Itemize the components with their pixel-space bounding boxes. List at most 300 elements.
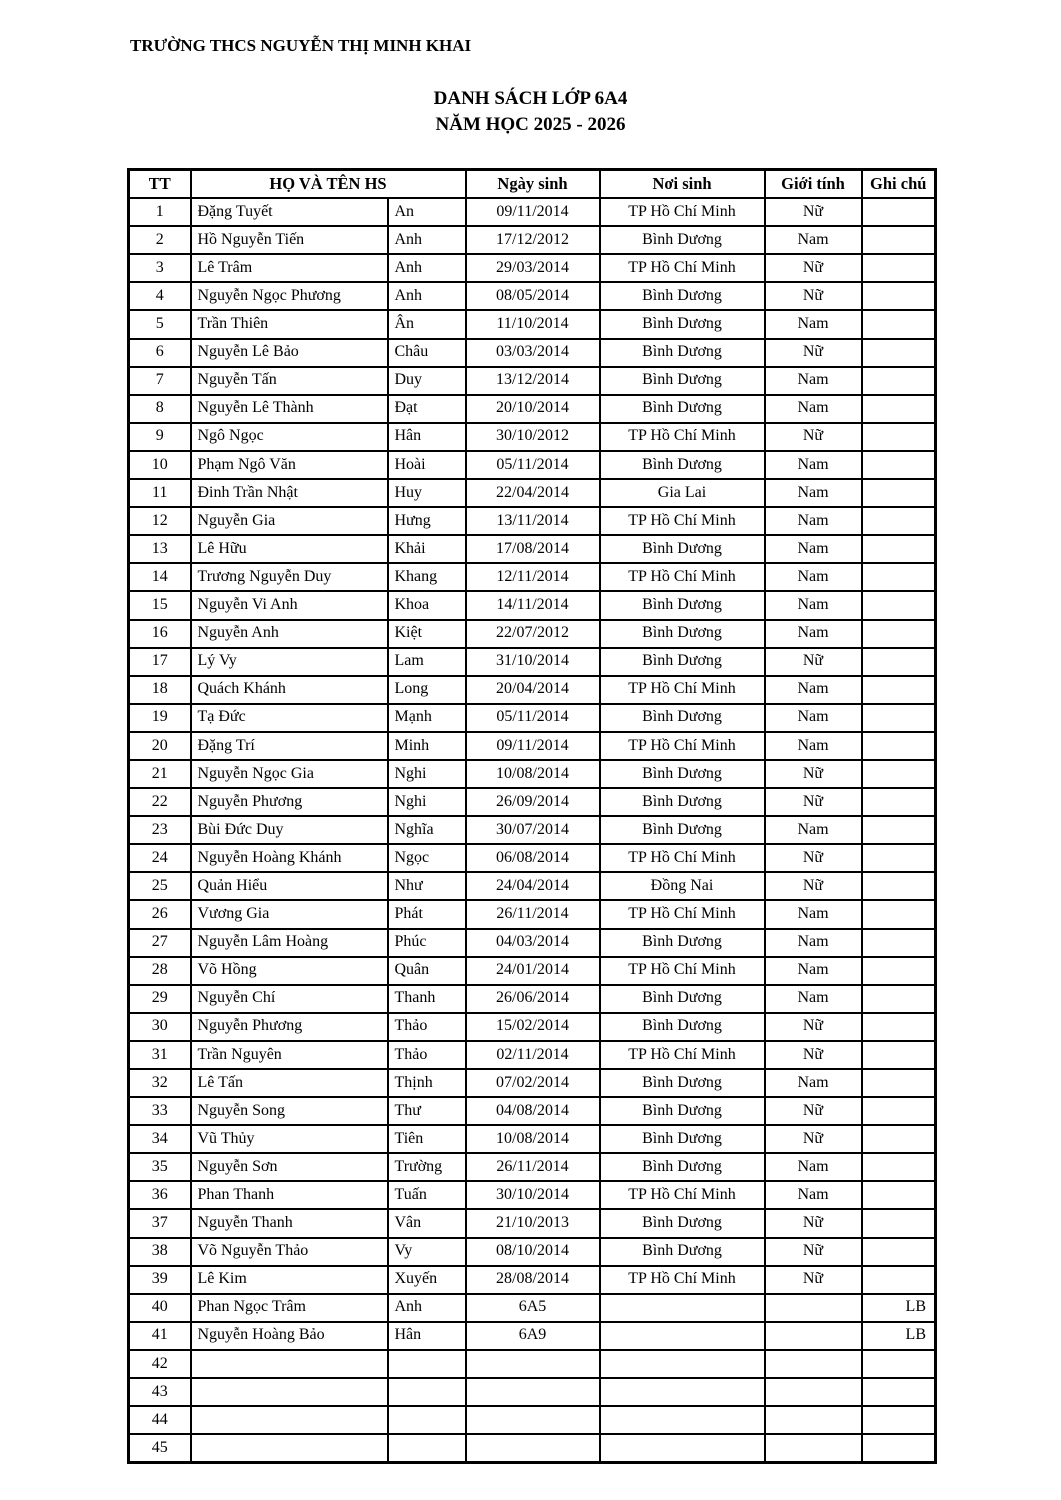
birth-place: TP Hồ Chí Minh bbox=[600, 844, 765, 872]
gender: Nam bbox=[765, 367, 862, 395]
gender: Nữ bbox=[765, 1013, 862, 1041]
gender: Nam bbox=[765, 704, 862, 732]
note bbox=[862, 1097, 936, 1125]
row-number: 20 bbox=[129, 732, 191, 760]
table-row bbox=[129, 591, 936, 619]
note bbox=[862, 1181, 936, 1209]
gender: Nam bbox=[765, 535, 862, 563]
note bbox=[862, 788, 936, 816]
gender: Nam bbox=[765, 929, 862, 957]
note bbox=[862, 1434, 936, 1463]
row-number: 21 bbox=[129, 760, 191, 788]
birth-date: 13/12/2014 bbox=[466, 367, 600, 395]
birth-place: TP Hồ Chí Minh bbox=[600, 507, 765, 535]
note bbox=[862, 1125, 936, 1153]
gender bbox=[765, 1322, 862, 1350]
note: LB bbox=[862, 1322, 936, 1350]
student-given-name: Vân bbox=[388, 1209, 466, 1237]
student-roster-table bbox=[127, 168, 937, 1464]
birth-place: TP Hồ Chí Minh bbox=[600, 957, 765, 985]
student-surname: Phạm Ngô Văn bbox=[191, 451, 388, 479]
table-row bbox=[129, 1238, 936, 1266]
table-row bbox=[129, 507, 936, 535]
student-given-name: Đạt bbox=[388, 395, 466, 423]
table-row bbox=[129, 339, 936, 367]
gender: Nữ bbox=[765, 282, 862, 310]
row-number: 44 bbox=[129, 1406, 191, 1434]
student-given-name: Anh bbox=[388, 226, 466, 254]
note bbox=[862, 1153, 936, 1181]
note bbox=[862, 507, 936, 535]
gender: Nam bbox=[765, 591, 862, 619]
row-number: 8 bbox=[129, 395, 191, 423]
student-surname: Nguyễn Phương bbox=[191, 1013, 388, 1041]
birth-date: 30/10/2014 bbox=[466, 1181, 600, 1209]
student-given-name: Anh bbox=[388, 282, 466, 310]
row-number: 41 bbox=[129, 1322, 191, 1350]
table-header-row bbox=[129, 170, 936, 199]
table-row bbox=[129, 1378, 936, 1406]
student-given-name: Anh bbox=[388, 1294, 466, 1322]
gender: Nam bbox=[765, 507, 862, 535]
student-surname: Quản Hiểu bbox=[191, 872, 388, 900]
birth-place: TP Hồ Chí Minh bbox=[600, 900, 765, 928]
birth-date: 22/04/2014 bbox=[466, 479, 600, 507]
student-surname: Nguyễn Anh bbox=[191, 620, 388, 648]
birth-date: 15/02/2014 bbox=[466, 1013, 600, 1041]
birth-place: Bình Dương bbox=[600, 1238, 765, 1266]
student-surname: Nguyễn Hoàng Khánh bbox=[191, 844, 388, 872]
gender: Nữ bbox=[765, 1125, 862, 1153]
birth-date: 05/11/2014 bbox=[466, 704, 600, 732]
birth-place: Bình Dương bbox=[600, 985, 765, 1013]
row-number: 34 bbox=[129, 1125, 191, 1153]
row-number: 17 bbox=[129, 648, 191, 676]
student-surname bbox=[191, 1406, 388, 1434]
student-surname: Tạ Đức bbox=[191, 704, 388, 732]
row-number: 25 bbox=[129, 872, 191, 900]
gender: Nữ bbox=[765, 1266, 862, 1294]
table-row bbox=[129, 226, 936, 254]
table-row bbox=[129, 1013, 936, 1041]
gender: Nữ bbox=[765, 648, 862, 676]
note bbox=[862, 760, 936, 788]
gender: Nam bbox=[765, 985, 862, 1013]
student-surname: Ngô Ngọc bbox=[191, 423, 388, 451]
birth-date: 31/10/2014 bbox=[466, 648, 600, 676]
birth-date: 26/09/2014 bbox=[466, 788, 600, 816]
student-surname: Bùi Đức Duy bbox=[191, 816, 388, 844]
note bbox=[862, 1378, 936, 1406]
student-given-name: Hưng bbox=[388, 507, 466, 535]
row-number: 5 bbox=[129, 310, 191, 338]
student-given-name: Mạnh bbox=[388, 704, 466, 732]
header-birth-place: Nơi sinh bbox=[600, 170, 765, 199]
gender: Nữ bbox=[765, 844, 862, 872]
birth-date: 02/11/2014 bbox=[466, 1041, 600, 1069]
table-row bbox=[129, 282, 936, 310]
student-surname: Nguyễn Thanh bbox=[191, 1209, 388, 1237]
student-given-name: Thịnh bbox=[388, 1069, 466, 1097]
table-row bbox=[129, 1181, 936, 1209]
student-given-name bbox=[388, 1378, 466, 1406]
gender: Nam bbox=[765, 900, 862, 928]
birth-place: Bình Dương bbox=[600, 1013, 765, 1041]
student-given-name: Tiên bbox=[388, 1125, 466, 1153]
student-given-name: Duy bbox=[388, 367, 466, 395]
table-row bbox=[129, 367, 936, 395]
birth-date: 24/01/2014 bbox=[466, 957, 600, 985]
note bbox=[862, 872, 936, 900]
student-given-name: An bbox=[388, 198, 466, 226]
note bbox=[862, 676, 936, 704]
birth-date: 29/03/2014 bbox=[466, 254, 600, 282]
birth-place: Bình Dương bbox=[600, 226, 765, 254]
student-given-name: Kiệt bbox=[388, 620, 466, 648]
note bbox=[862, 1406, 936, 1434]
note bbox=[862, 339, 936, 367]
student-surname: Lê Hữu bbox=[191, 535, 388, 563]
birth-date: 17/12/2012 bbox=[466, 226, 600, 254]
student-given-name: Ngọc bbox=[388, 844, 466, 872]
student-given-name: Hân bbox=[388, 423, 466, 451]
note bbox=[862, 535, 936, 563]
gender: Nữ bbox=[765, 1238, 862, 1266]
birth-place: TP Hồ Chí Minh bbox=[600, 676, 765, 704]
birth-place: TP Hồ Chí Minh bbox=[600, 254, 765, 282]
row-number: 1 bbox=[129, 198, 191, 226]
gender: Nữ bbox=[765, 788, 862, 816]
table-row bbox=[129, 788, 936, 816]
row-number: 4 bbox=[129, 282, 191, 310]
birth-place bbox=[600, 1406, 765, 1434]
table-row bbox=[129, 310, 936, 338]
student-given-name: Phát bbox=[388, 900, 466, 928]
note bbox=[862, 844, 936, 872]
student-surname: Lê Tấn bbox=[191, 1069, 388, 1097]
row-number: 40 bbox=[129, 1294, 191, 1322]
table-row bbox=[129, 900, 936, 928]
student-surname: Nguyễn Hoàng Bảo bbox=[191, 1322, 388, 1350]
row-number: 38 bbox=[129, 1238, 191, 1266]
table-row bbox=[129, 929, 936, 957]
table-row bbox=[129, 844, 936, 872]
row-number: 33 bbox=[129, 1097, 191, 1125]
birth-date: 09/11/2014 bbox=[466, 732, 600, 760]
birth-date bbox=[466, 1350, 600, 1378]
birth-date: 6A9 bbox=[466, 1322, 600, 1350]
row-number: 23 bbox=[129, 816, 191, 844]
table-row bbox=[129, 760, 936, 788]
page-subtitle: NĂM HỌC 2025 - 2026 bbox=[435, 114, 626, 135]
gender: Nam bbox=[765, 732, 862, 760]
birth-date: 05/11/2014 bbox=[466, 451, 600, 479]
gender: Nam bbox=[765, 957, 862, 985]
row-number: 3 bbox=[129, 254, 191, 282]
gender: Nam bbox=[765, 563, 862, 591]
birth-date: 6A5 bbox=[466, 1294, 600, 1322]
gender: Nữ bbox=[765, 1209, 862, 1237]
header-note: Ghi chú bbox=[862, 170, 936, 199]
school-name: TRƯỜNG THCS NGUYỄN THỊ MINH KHAI bbox=[130, 36, 472, 55]
birth-date: 26/11/2014 bbox=[466, 900, 600, 928]
student-surname: Nguyễn Lâm Hoàng bbox=[191, 929, 388, 957]
gender: Nam bbox=[765, 1153, 862, 1181]
birth-date: 24/04/2014 bbox=[466, 872, 600, 900]
birth-place bbox=[600, 1322, 765, 1350]
gender: Nam bbox=[765, 451, 862, 479]
row-number: 35 bbox=[129, 1153, 191, 1181]
row-number: 2 bbox=[129, 226, 191, 254]
row-number: 45 bbox=[129, 1434, 191, 1463]
note bbox=[862, 1266, 936, 1294]
gender: Nữ bbox=[765, 198, 862, 226]
student-given-name: Châu bbox=[388, 339, 466, 367]
note bbox=[862, 1238, 936, 1266]
birth-place: Bình Dương bbox=[600, 535, 765, 563]
birth-place: Bình Dương bbox=[600, 451, 765, 479]
table-row bbox=[129, 1266, 936, 1294]
birth-date: 20/04/2014 bbox=[466, 676, 600, 704]
birth-place: Bình Dương bbox=[600, 1097, 765, 1125]
note bbox=[862, 423, 936, 451]
gender: Nữ bbox=[765, 339, 862, 367]
student-given-name: Lam bbox=[388, 648, 466, 676]
student-surname: Nguyễn Vi Anh bbox=[191, 591, 388, 619]
birth-place: Bình Dương bbox=[600, 1125, 765, 1153]
table-row bbox=[129, 704, 936, 732]
student-surname bbox=[191, 1350, 388, 1378]
row-number: 30 bbox=[129, 1013, 191, 1041]
student-surname: Đinh Trần Nhật bbox=[191, 479, 388, 507]
gender bbox=[765, 1378, 862, 1406]
birth-place: Bình Dương bbox=[600, 367, 765, 395]
row-number: 32 bbox=[129, 1069, 191, 1097]
birth-date: 28/08/2014 bbox=[466, 1266, 600, 1294]
student-given-name: Trường bbox=[388, 1153, 466, 1181]
student-given-name bbox=[388, 1434, 466, 1463]
note bbox=[862, 310, 936, 338]
table-row bbox=[129, 423, 936, 451]
row-number: 28 bbox=[129, 957, 191, 985]
birth-place: TP Hồ Chí Minh bbox=[600, 1181, 765, 1209]
birth-place: Bình Dương bbox=[600, 788, 765, 816]
table-row bbox=[129, 1406, 936, 1434]
row-number: 29 bbox=[129, 985, 191, 1013]
birth-date: 13/11/2014 bbox=[466, 507, 600, 535]
row-number: 39 bbox=[129, 1266, 191, 1294]
student-surname: Hồ Nguyễn Tiến bbox=[191, 226, 388, 254]
note bbox=[862, 282, 936, 310]
birth-place: Bình Dương bbox=[600, 816, 765, 844]
birth-place: Bình Dương bbox=[600, 339, 765, 367]
note bbox=[862, 451, 936, 479]
birth-date: 10/08/2014 bbox=[466, 1125, 600, 1153]
birth-date: 07/02/2014 bbox=[466, 1069, 600, 1097]
gender: Nữ bbox=[765, 872, 862, 900]
table-row bbox=[129, 563, 936, 591]
note bbox=[862, 1069, 936, 1097]
note bbox=[862, 1350, 936, 1378]
note bbox=[862, 198, 936, 226]
note bbox=[862, 395, 936, 423]
student-surname: Vũ Thủy bbox=[191, 1125, 388, 1153]
note bbox=[862, 479, 936, 507]
header-birth-date: Ngày sinh bbox=[466, 170, 600, 199]
student-surname: Võ Hồng bbox=[191, 957, 388, 985]
birth-date: 22/07/2012 bbox=[466, 620, 600, 648]
birth-date: 17/08/2014 bbox=[466, 535, 600, 563]
row-number: 22 bbox=[129, 788, 191, 816]
note bbox=[862, 985, 936, 1013]
birth-date: 26/06/2014 bbox=[466, 985, 600, 1013]
table-row bbox=[129, 395, 936, 423]
student-given-name: Long bbox=[388, 676, 466, 704]
student-given-name: Nghĩa bbox=[388, 816, 466, 844]
birth-date: 26/11/2014 bbox=[466, 1153, 600, 1181]
student-given-name: Khang bbox=[388, 563, 466, 591]
row-number: 13 bbox=[129, 535, 191, 563]
student-given-name: Thanh bbox=[388, 985, 466, 1013]
birth-date: 21/10/2013 bbox=[466, 1209, 600, 1237]
row-number: 15 bbox=[129, 591, 191, 619]
student-surname: Nguyễn Lê Thành bbox=[191, 395, 388, 423]
note: LB bbox=[862, 1294, 936, 1322]
birth-place bbox=[600, 1378, 765, 1406]
note bbox=[862, 929, 936, 957]
student-surname: Nguyễn Song bbox=[191, 1097, 388, 1125]
student-surname: Đặng Trí bbox=[191, 732, 388, 760]
birth-place: TP Hồ Chí Minh bbox=[600, 1041, 765, 1069]
note bbox=[862, 816, 936, 844]
birth-place: TP Hồ Chí Minh bbox=[600, 563, 765, 591]
note bbox=[862, 620, 936, 648]
birth-date: 03/03/2014 bbox=[466, 339, 600, 367]
student-given-name: Như bbox=[388, 872, 466, 900]
student-given-name: Hoài bbox=[388, 451, 466, 479]
birth-place: Gia Lai bbox=[600, 479, 765, 507]
student-surname: Lý Vy bbox=[191, 648, 388, 676]
student-given-name: Thảo bbox=[388, 1041, 466, 1069]
birth-date: 11/10/2014 bbox=[466, 310, 600, 338]
birth-place: Bình Dương bbox=[600, 648, 765, 676]
student-surname: Nguyễn Sơn bbox=[191, 1153, 388, 1181]
birth-date: 09/11/2014 bbox=[466, 198, 600, 226]
student-given-name: Nghi bbox=[388, 760, 466, 788]
student-surname bbox=[191, 1434, 388, 1463]
row-number: 27 bbox=[129, 929, 191, 957]
birth-place bbox=[600, 1434, 765, 1463]
student-surname bbox=[191, 1378, 388, 1406]
student-given-name: Xuyến bbox=[388, 1266, 466, 1294]
row-number: 11 bbox=[129, 479, 191, 507]
table-row bbox=[129, 535, 936, 563]
birth-date: 14/11/2014 bbox=[466, 591, 600, 619]
birth-place: TP Hồ Chí Minh bbox=[600, 198, 765, 226]
birth-date: 06/08/2014 bbox=[466, 844, 600, 872]
table-row bbox=[129, 816, 936, 844]
header-tt: TT bbox=[129, 170, 191, 199]
birth-date: 10/08/2014 bbox=[466, 760, 600, 788]
table-row bbox=[129, 1294, 936, 1322]
header-student-name: HỌ VÀ TÊN HS bbox=[191, 170, 466, 199]
gender: Nam bbox=[765, 1181, 862, 1209]
student-given-name: Huy bbox=[388, 479, 466, 507]
birth-place: TP Hồ Chí Minh bbox=[600, 423, 765, 451]
row-number: 10 bbox=[129, 451, 191, 479]
note bbox=[862, 563, 936, 591]
student-given-name bbox=[388, 1406, 466, 1434]
note bbox=[862, 957, 936, 985]
gender: Nữ bbox=[765, 1097, 862, 1125]
note bbox=[862, 704, 936, 732]
birth-place: Bình Dương bbox=[600, 282, 765, 310]
gender: Nam bbox=[765, 1069, 862, 1097]
student-given-name: Khải bbox=[388, 535, 466, 563]
birth-place: Bình Dương bbox=[600, 760, 765, 788]
gender: Nữ bbox=[765, 760, 862, 788]
birth-date: 30/07/2014 bbox=[466, 816, 600, 844]
student-surname: Võ Nguyễn Thảo bbox=[191, 1238, 388, 1266]
table-row bbox=[129, 1209, 936, 1237]
student-surname: Lê Kim bbox=[191, 1266, 388, 1294]
table-row bbox=[129, 1125, 936, 1153]
page-title: DANH SÁCH LỚP 6A4 bbox=[433, 88, 628, 109]
gender bbox=[765, 1350, 862, 1378]
row-number: 36 bbox=[129, 1181, 191, 1209]
note bbox=[862, 591, 936, 619]
student-given-name: Ân bbox=[388, 310, 466, 338]
table-row bbox=[129, 676, 936, 704]
student-surname: Trần Thiên bbox=[191, 310, 388, 338]
birth-date bbox=[466, 1406, 600, 1434]
gender: Nam bbox=[765, 310, 862, 338]
birth-place: Bình Dương bbox=[600, 929, 765, 957]
student-surname: Vương Gia bbox=[191, 900, 388, 928]
table-row bbox=[129, 620, 936, 648]
row-number: 43 bbox=[129, 1378, 191, 1406]
note bbox=[862, 226, 936, 254]
birth-date bbox=[466, 1378, 600, 1406]
birth-place: Bình Dương bbox=[600, 620, 765, 648]
header-gender: Giới tính bbox=[765, 170, 862, 199]
table-row bbox=[129, 732, 936, 760]
student-surname: Nguyễn Gia bbox=[191, 507, 388, 535]
birth-place: Bình Dương bbox=[600, 1153, 765, 1181]
birth-place: Bình Dương bbox=[600, 310, 765, 338]
row-number: 26 bbox=[129, 900, 191, 928]
row-number: 16 bbox=[129, 620, 191, 648]
student-given-name: Vy bbox=[388, 1238, 466, 1266]
student-surname: Nguyễn Lê Bảo bbox=[191, 339, 388, 367]
table-row bbox=[129, 1153, 936, 1181]
student-given-name: Khoa bbox=[388, 591, 466, 619]
note bbox=[862, 648, 936, 676]
row-number: 18 bbox=[129, 676, 191, 704]
note bbox=[862, 367, 936, 395]
row-number: 42 bbox=[129, 1350, 191, 1378]
table-row bbox=[129, 1350, 936, 1378]
student-surname: Lê Trâm bbox=[191, 254, 388, 282]
gender: Nữ bbox=[765, 254, 862, 282]
birth-date: 12/11/2014 bbox=[466, 563, 600, 591]
table-row bbox=[129, 985, 936, 1013]
student-surname: Nguyễn Ngọc Phương bbox=[191, 282, 388, 310]
table-row bbox=[129, 1069, 936, 1097]
student-given-name: Hân bbox=[388, 1322, 466, 1350]
row-number: 31 bbox=[129, 1041, 191, 1069]
row-number: 24 bbox=[129, 844, 191, 872]
